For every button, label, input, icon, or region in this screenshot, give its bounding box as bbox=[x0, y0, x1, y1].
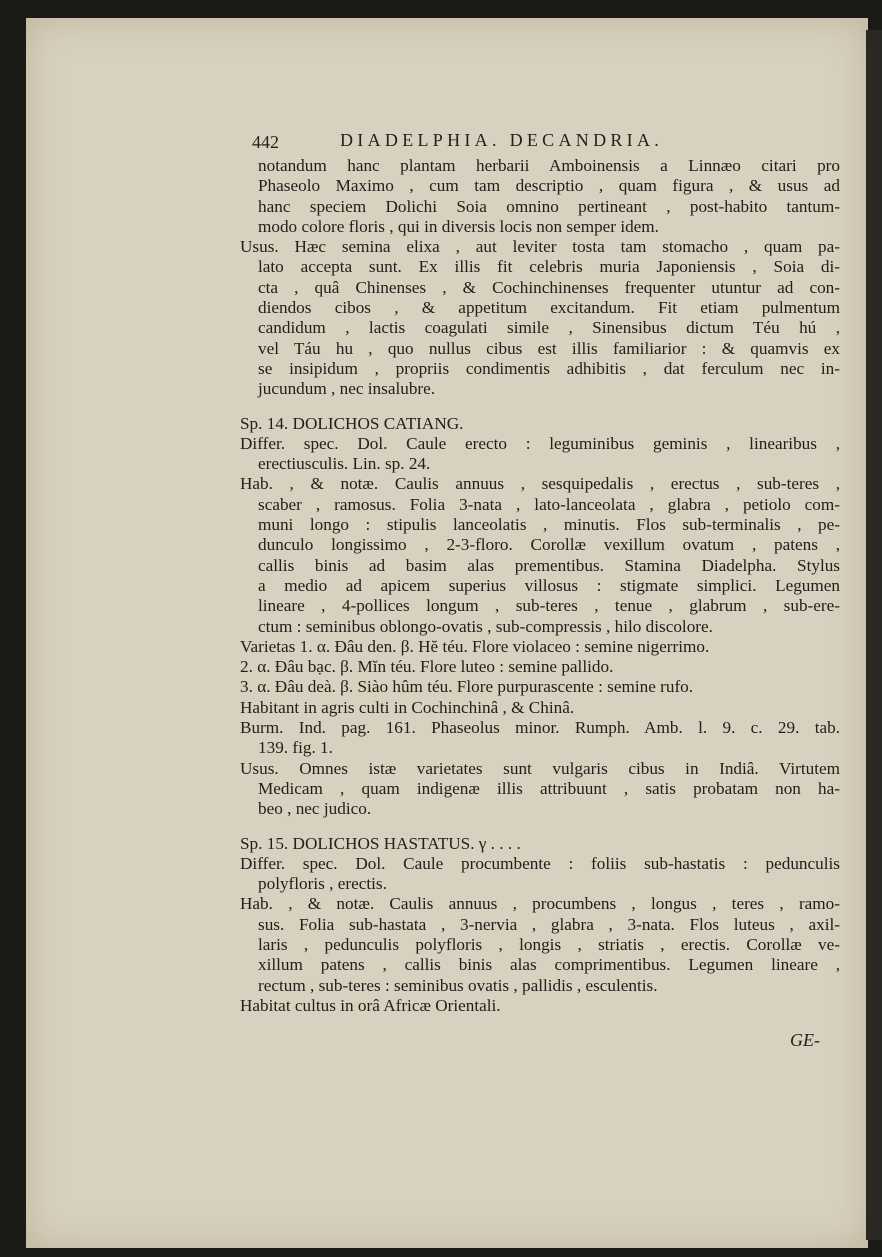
text-line: sus. Folia sub-hastata , 3-nervia , glabra , 3-nata. Flos luteus , axil- bbox=[258, 914, 840, 934]
text-line: Habitat cultus in orâ Africæ Orientali. bbox=[240, 995, 501, 1015]
text-line: lineare , 4-pollices longum , sub-teres , tenue , glabrum , sub-ere- bbox=[258, 596, 840, 616]
paragraph-gap bbox=[240, 820, 840, 834]
text-line: se insipidum , propriis condimentis adhibitis , dat ferculum nec in- bbox=[258, 358, 840, 378]
text-line: hanc speciem Dolichi Soia omnino pertineant , post-habito tantum- bbox=[258, 196, 840, 216]
text-line: Phaseolo Maximo , cum tam descriptio , quam figura , & usus ad bbox=[258, 176, 840, 196]
text-line: Habitant in agris culti in Cochinchinâ , & Chinâ. bbox=[240, 697, 575, 717]
page-text bbox=[240, 128, 840, 1016]
paragraph-gap bbox=[240, 400, 840, 414]
text-line: Sp. 15. DOLICHOS HASTATUS. γ . . . . bbox=[240, 833, 521, 853]
catchword: GE- bbox=[790, 1030, 820, 1050]
text-line: Medicam , quam indigenæ illis attribuunt , satis probatam non ha- bbox=[258, 778, 840, 798]
text-line: dunculo longissimo , 2-3-floro. Corollæ vexillum ovatum , patens , bbox=[258, 535, 840, 555]
text-line: Varietas 1. α. Đâu den. β. Hĕ téu. Flore violaceo : semine nigerrimo. bbox=[240, 636, 710, 656]
text-line: Sp. 14. DOLICHOS CATIANG. bbox=[240, 413, 464, 433]
body-text bbox=[240, 156, 840, 1016]
page-edge bbox=[866, 30, 882, 1240]
page-header bbox=[240, 128, 840, 154]
text-line: Hab. , & notæ. Caulis annuus , sesquipedalis , erectus , sub-teres , bbox=[240, 474, 840, 494]
text-line: candidum , lactis coagulati simile , Sinensibus dictum Téu hú , bbox=[258, 318, 840, 338]
text-line: Differ. spec. Dol. Caule erecto : leguminibus geminis , linearibus , bbox=[240, 433, 840, 453]
text-line: Usus. Hæc semina elixa , aut leviter tosta tam stomacho , quam pa- bbox=[240, 237, 840, 257]
text-line: erectiusculis. Lin. sp. 24. bbox=[258, 454, 431, 474]
text-line: laris , pedunculis polyfloris , longis , striatis , erectis. Corollæ ve- bbox=[258, 934, 840, 954]
text-line: muni longo : stipulis lanceolatis , minutis. Flos sub-terminalis , pe- bbox=[258, 515, 840, 535]
text-line: ctum : seminibus oblongo-ovatis , sub-compressis , hilo discolore. bbox=[258, 616, 713, 636]
text-line: jucundum , nec insalubre. bbox=[258, 379, 436, 399]
text-line: Usus. Omnes istæ varietates sunt vulgaris cibus in Indiâ. Virtutem bbox=[240, 758, 840, 778]
text-line: beo , nec judico. bbox=[258, 799, 372, 819]
text-line: xillum patens , callis binis alas comprimentibus. Legumen lineare , bbox=[258, 955, 840, 975]
text-line: cta , quâ Chinenses , & Cochinchinenses frequenter utuntur ad con- bbox=[258, 277, 840, 297]
text-line: 2. α. Đâu bạc. β. Mĭn téu. Flore luteo : semine pallido. bbox=[240, 657, 614, 677]
text-line: 3. α. Đâu deà. β. Siào hûm téu. Flore purpurascente : semine rufo. bbox=[240, 677, 694, 697]
text-line: polyfloris , erectis. bbox=[258, 874, 387, 894]
text-line: vel Táu hu , quo nullus cibus est illis familiarior : & quamvis ex bbox=[258, 338, 840, 358]
text-line: diendos cibos , & appetitum excitandum. Fit etiam pulmentum bbox=[258, 298, 840, 318]
running-title: DIADELPHIA. DECANDRIA. bbox=[340, 130, 664, 150]
text-line: rectum , sub-teres : seminibus ovatis , pallidis , esculentis. bbox=[258, 975, 658, 995]
text-line: 139. fig. 1. bbox=[258, 738, 333, 758]
page-number: 442 bbox=[252, 132, 279, 152]
text-line: Hab. , & notæ. Caulis annuus , procumbens , longus , teres , ramo- bbox=[240, 894, 840, 914]
text-line: a medio ad apicem superius villosus : stigmate simplici. Legumen bbox=[258, 575, 840, 595]
text-line: Burm. Ind. pag. 161. Phaseolus minor. Rumph. Amb. l. 9. c. 29. tab. bbox=[240, 718, 840, 738]
text-line: lato accepta sunt. Ex illis fit celebris muria Japoniensis , Soia di- bbox=[258, 257, 840, 277]
text-line: Differ. spec. Dol. Caule procumbente : foliis sub-hastatis : pedunculis bbox=[240, 853, 840, 873]
text-line: notandum hanc plantam herbarii Amboinensis a Linnæo citari pro bbox=[258, 156, 840, 175]
text-line: callis binis ad basim alas prementibus. Stamina Diadelpha. Stylus bbox=[258, 555, 840, 575]
text-line: scaber , ramosus. Folia 3-nata , lato-lanceolata , glabra , petiolo com- bbox=[258, 494, 840, 514]
text-line: modo colore floris , qui in diversis locis non semper idem. bbox=[258, 216, 659, 236]
